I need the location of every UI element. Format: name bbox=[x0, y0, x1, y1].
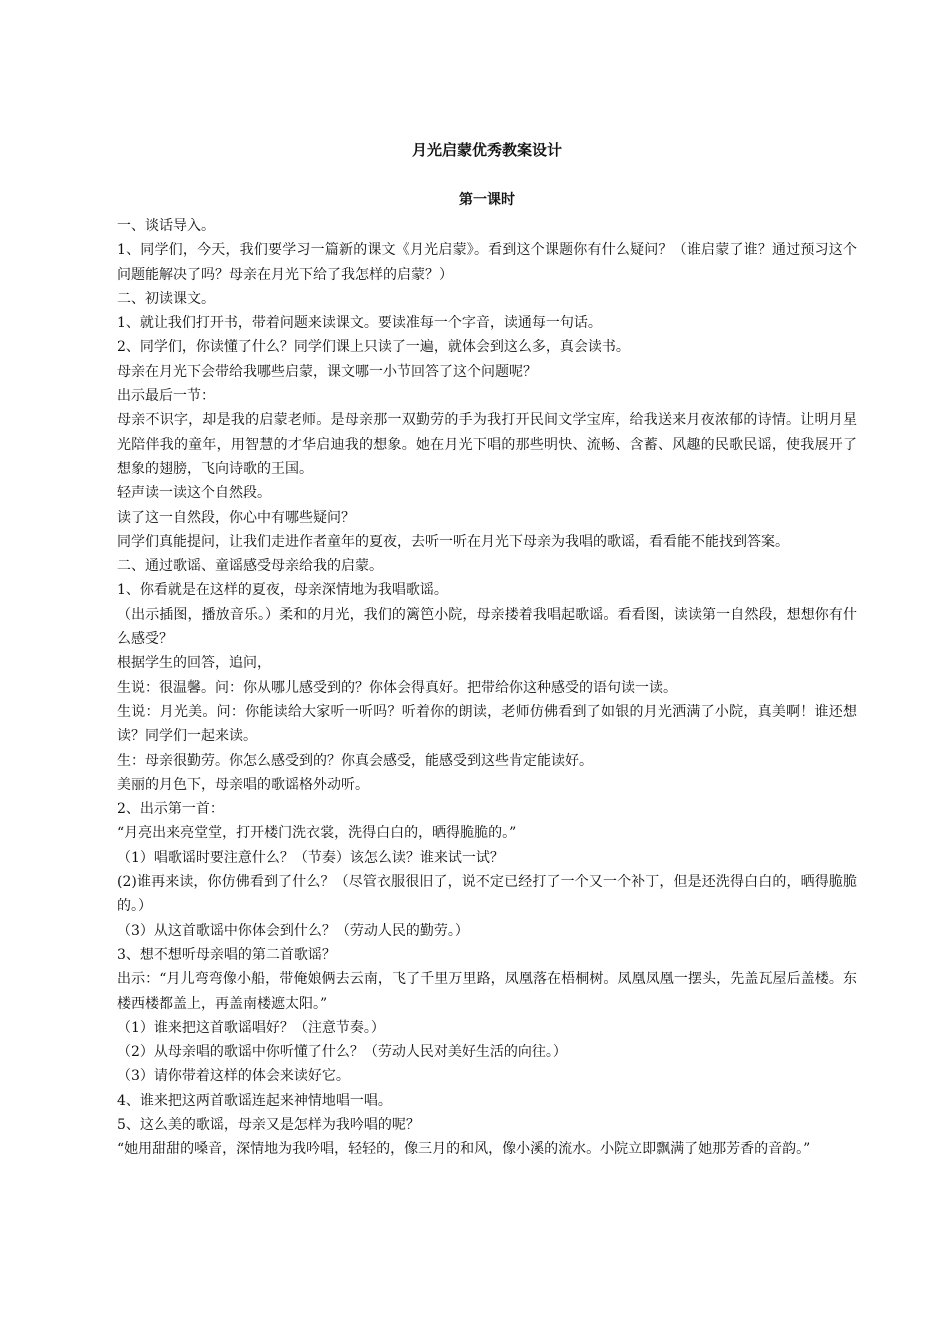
paragraph: 根据学生的回答，追问， bbox=[117, 655, 271, 672]
paragraph: 出示最后一节： bbox=[117, 388, 215, 405]
paragraph: 轻声读一读这个自然段。 bbox=[117, 485, 271, 502]
paragraph: (2)谁再来读，你仿佛看到了什么？（尽管衣服很旧了，说不定已经打了一个又一个补丁，但是还洗得白白的，晒得脆脆的。） bbox=[117, 874, 857, 915]
paragraph: “她用甜甜的嗓音，深情地为我吟唱，轻轻的，像三月的和风，像小溪的流水。小院立即飘满了她那芳香的音韵。” bbox=[117, 1141, 811, 1158]
paragraph: “月亮出来亮堂堂，打开楼门洗衣裳，洗得白白的，晒得脆脆的。” bbox=[117, 825, 517, 842]
paragraph: 4、谁来把这两首歌谣连起来神情地唱一唱。 bbox=[117, 1092, 392, 1109]
paragraph: 同学们真能提问，让我们走进作者童年的夏夜，去听一听在月光下母亲为我唱的歌谣，看看能不能找到答案。 bbox=[117, 533, 789, 550]
paragraph: 2、同学们，你读懂了什么？同学们课上只读了一遍，就体会到这么多，真会读书。 bbox=[117, 339, 630, 356]
paragraph: 1、就让我们打开书，带着问题来读课文。要读准每一个字音，读通每一句话。 bbox=[117, 315, 602, 332]
paragraph: 一、谈话导入。 bbox=[117, 218, 215, 234]
paragraph: （1）唱歌谣时要注意什么？（节奏）该怎么读？谁来试一试？ bbox=[117, 849, 504, 866]
document-title: 月光启蒙优秀教案设计 bbox=[411, 141, 562, 159]
paragraph: 母亲在月光下会带给我哪些启蒙，课文哪一小节回答了这个问题呢？ bbox=[117, 363, 537, 380]
paragraph: （2）从母亲唱的歌谣中你听懂了什么？（劳动人民对美好生活的向往。） bbox=[117, 1044, 567, 1061]
paragraph: 生说：很温馨。问：你从哪儿感受到的？你体会得真好。把带给你这种感受的语句读一读。 bbox=[117, 679, 677, 696]
paragraph: 二、通过歌谣、童谣感受母亲给我的启蒙。 bbox=[117, 558, 383, 575]
paragraph: 美丽的月色下，母亲唱的歌谣格外动听。 bbox=[117, 776, 369, 793]
paragraph: 1、同学们，今天，我们要学习一篇新的课文《月光启蒙》。看到这个课题你有什么疑问？（谁启蒙了谁？通过预习这个问题能解决了吗？母亲在月光下给了我怎样的启蒙？） bbox=[117, 242, 857, 283]
paragraph: 生说：月光美。问：你能读给大家听一听吗？听着你的朗读，老师仿佛看到了如银的月光洒满了小院，真美啊！谁还想读？同学们一起来读。 bbox=[117, 703, 857, 745]
paragraph: （3）请你带着这样的体会来读好它。 bbox=[117, 1068, 350, 1085]
lesson-subtitle: 第一课时 bbox=[459, 192, 515, 208]
paragraph: 2、出示第一首： bbox=[117, 801, 224, 818]
paragraph: 读了这一自然段，你心中有哪些疑问？ bbox=[117, 509, 355, 526]
paragraph: （出示插图，播放音乐。）柔和的月光，我们的篱笆小院，母亲搂着我唱起歌谣。看看图，读读第一自然段，想想你有什么感受？ bbox=[117, 606, 857, 648]
document-body bbox=[117, 214, 857, 1162]
paragraph: 生：母亲很勤劳。你怎么感受到的？你真会感受，能感受到这些肯定能读好。 bbox=[117, 752, 593, 769]
paragraph: 3、想不想听母亲唱的第二首歌谣？ bbox=[117, 946, 336, 963]
paragraph: （1）谁来把这首歌谣唱好？（注意节奏。） bbox=[117, 1019, 385, 1036]
paragraph: 5、这么美的歌谣，母亲又是怎样为我吟唱的呢？ bbox=[117, 1116, 420, 1133]
paragraph: 1、你看就是在这样的夏夜，母亲深情地为我唱歌谣。 bbox=[117, 582, 448, 599]
paragraph: 二、初读课文。 bbox=[117, 290, 215, 307]
paragraph: 母亲不识字，却是我的启蒙老师。是母亲那一双勤劳的手为我打开民间文学宝库，给我送来月夜浓郁的诗情。让明月星光陪伴我的童年，用智慧的才华启迪我的想象。她在月光下唱的那些明快、流畅、含蓄、风趣的民歌民谣，使我展开了想象的翅膀，飞向诗歌的王国。 bbox=[117, 412, 857, 477]
paragraph: （3）从这首歌谣中你体会到什么？（劳动人民的勤劳。） bbox=[117, 922, 469, 939]
document-page bbox=[117, 0, 857, 1344]
paragraph: 出示：“月儿弯弯像小船，带俺娘俩去云南，飞了千里万里路，凤凰落在梧桐树。凤凰凤凰一摆头，先盖瓦屋后盖楼。东楼西楼都盖上，再盖南楼遮太阳。” bbox=[117, 971, 857, 1012]
